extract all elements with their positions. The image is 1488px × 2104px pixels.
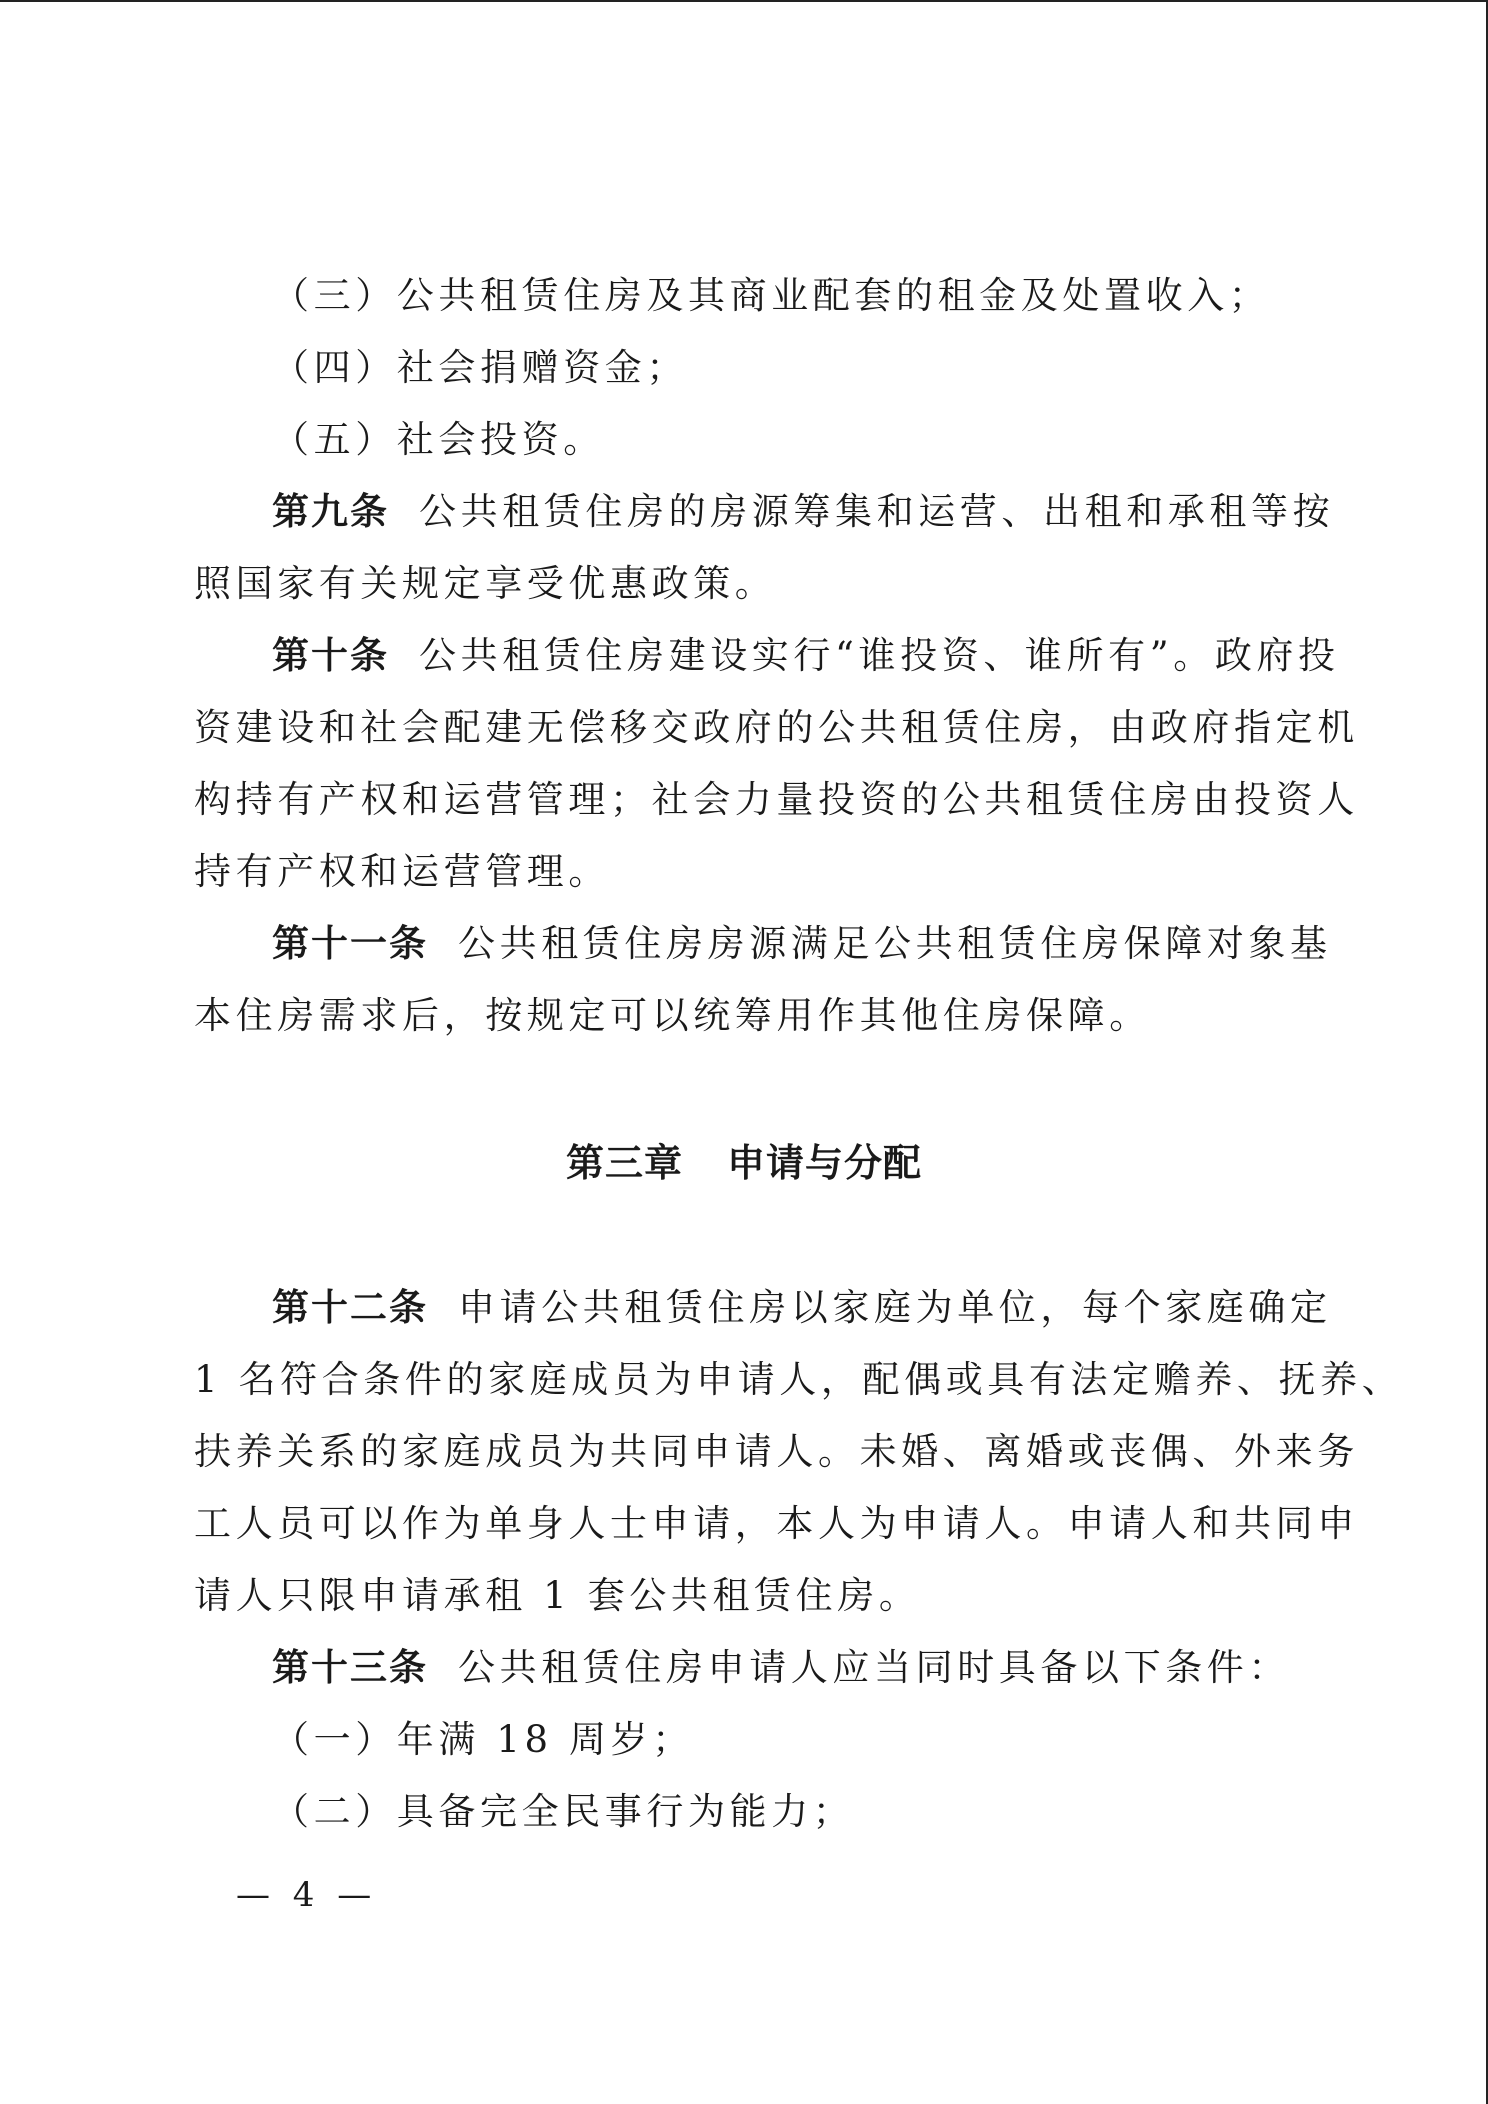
article-12-line-2: 1 名符合条件的家庭成员为申请人，配偶或具有法定赡养、抚养、 <box>194 1358 1404 1401</box>
article-10-line-2: 资建设和社会配建无偿移交政府的公共租赁住房，由政府指定机 <box>194 706 1359 749</box>
article-13-item-2: （二）具备完全民事行为能力； <box>272 1790 855 1833</box>
article-12-text-1: 申请公共租赁住房以家庭为单位，每个家庭确定 <box>458 1286 1332 1329</box>
list-item-5: （五）社会投资。 <box>272 418 605 461</box>
chapter-number: 第三章 <box>565 1141 683 1185</box>
list-item-3: （三）公共租赁住房及其商业配套的租金及处置收入； <box>272 274 1271 317</box>
list-item-4: （四）社会捐赠资金； <box>272 346 688 389</box>
article-12-line-5: 请人只限申请承租 1 套公共租赁住房。 <box>194 1574 921 1617</box>
article-12-line-4: 工人员可以作为单身人士申请，本人为申请人。申请人和共同申 <box>194 1502 1359 1545</box>
article-9-line-2: 照国家有关规定享受优惠政策。 <box>194 562 777 605</box>
article-9-text-1: 公共租赁住房的房源筹集和运营、出租和承租等按 <box>419 490 1335 533</box>
article-13-heading: 第十三条 <box>272 1646 428 1689</box>
article-11-heading: 第十一条 <box>272 922 428 965</box>
article-13-item-1: （一）年满 18 周岁； <box>272 1718 694 1761</box>
article-10-line-3: 构持有产权和运营管理；社会力量投资的公共租赁住房由投资人 <box>194 778 1359 821</box>
article-9-line-1 <box>272 492 1334 532</box>
article-10-line-4: 持有产权和运营管理。 <box>194 850 610 893</box>
article-10-heading: 第十条 <box>272 634 389 677</box>
page-number: — 4 — <box>236 1875 378 1915</box>
article-10-text-1: 公共租赁住房建设实行“谁投资、谁所有”。政府投 <box>419 634 1340 677</box>
chapter-title: 申请与分配 <box>727 1141 923 1185</box>
article-13-text-1: 公共租赁住房申请人应当同时具备以下条件： <box>458 1646 1290 1689</box>
article-9-heading: 第九条 <box>272 490 389 533</box>
article-12-line-1 <box>272 1288 1332 1328</box>
article-12-heading: 第十二条 <box>272 1286 428 1329</box>
article-13-line-1 <box>272 1648 1290 1688</box>
article-11-line-1 <box>272 924 1332 964</box>
article-12-line-3: 扶养关系的家庭成员为共同申请人。未婚、离婚或丧偶、外来务 <box>194 1430 1359 1473</box>
article-10-line-1 <box>272 636 1340 676</box>
article-11-text-1: 公共租赁住房房源满足公共租赁住房保障对象基 <box>458 922 1332 965</box>
article-11-line-2: 本住房需求后，按规定可以统筹用作其他住房保障。 <box>194 994 1151 1037</box>
chapter-heading <box>0 1142 1488 1184</box>
